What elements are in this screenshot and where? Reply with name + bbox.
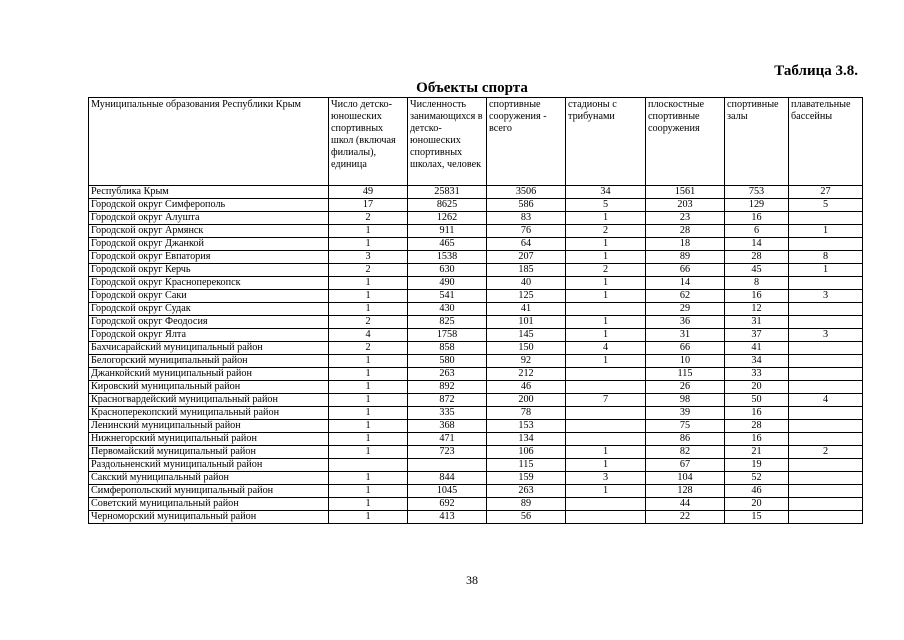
cell-students: 844: [408, 472, 487, 485]
cell-stadiums: [566, 498, 646, 511]
cell-facilities-total: 207: [487, 251, 566, 264]
table-row: [89, 238, 863, 251]
column-header-sport-halls: спортивные залы: [725, 98, 789, 186]
table-row: [89, 472, 863, 485]
cell-municipality: Городской округ Армянск: [89, 225, 329, 238]
header-row: [89, 98, 863, 186]
cell-pools: [789, 368, 863, 381]
cell-flat-facilities: 86: [646, 433, 725, 446]
cell-pools: 2: [789, 446, 863, 459]
cell-sport-schools: 1: [329, 238, 408, 251]
cell-students: 471: [408, 433, 487, 446]
cell-facilities-total: 78: [487, 407, 566, 420]
cell-students: 911: [408, 225, 487, 238]
cell-sport-halls: 16: [725, 433, 789, 446]
cell-sport-schools: 1: [329, 277, 408, 290]
cell-flat-facilities: 66: [646, 264, 725, 277]
table-row: [89, 407, 863, 420]
cell-sport-schools: 1: [329, 472, 408, 485]
cell-flat-facilities: 82: [646, 446, 725, 459]
cell-municipality: Советский муниципальный район: [89, 498, 329, 511]
cell-flat-facilities: 18: [646, 238, 725, 251]
table-row: [89, 446, 863, 459]
cell-sport-schools: 3: [329, 251, 408, 264]
cell-sport-halls: 20: [725, 498, 789, 511]
cell-pools: [789, 342, 863, 355]
table-title: Объекты спорта: [416, 80, 528, 96]
cell-students: 263: [408, 368, 487, 381]
cell-sport-schools: 1: [329, 420, 408, 433]
cell-facilities-total: 185: [487, 264, 566, 277]
cell-facilities-total: 106: [487, 446, 566, 459]
cell-sport-halls: 52: [725, 472, 789, 485]
cell-sport-schools: 1: [329, 225, 408, 238]
cell-stadiums: [566, 407, 646, 420]
cell-flat-facilities: 14: [646, 277, 725, 290]
table-row: [89, 186, 863, 199]
cell-pools: [789, 420, 863, 433]
cell-sport-halls: 28: [725, 420, 789, 433]
table-row: [89, 394, 863, 407]
cell-pools: 5: [789, 199, 863, 212]
cell-sport-schools: 2: [329, 212, 408, 225]
cell-pools: [789, 212, 863, 225]
cell-students: 465: [408, 238, 487, 251]
cell-sport-schools: 1: [329, 290, 408, 303]
cell-sport-halls: 16: [725, 407, 789, 420]
column-header-stadiums: стадионы с трибунами: [566, 98, 646, 186]
cell-sport-halls: 16: [725, 212, 789, 225]
cell-facilities-total: 64: [487, 238, 566, 251]
table-row: [89, 459, 863, 472]
cell-facilities-total: 3506: [487, 186, 566, 199]
cell-pools: [789, 511, 863, 524]
cell-facilities-total: 101: [487, 316, 566, 329]
table-row: [89, 381, 863, 394]
cell-facilities-total: 263: [487, 485, 566, 498]
cell-pools: 27: [789, 186, 863, 199]
table-row: [89, 433, 863, 446]
cell-stadiums: 4: [566, 342, 646, 355]
table-row: [89, 212, 863, 225]
cell-facilities-total: 83: [487, 212, 566, 225]
cell-sport-schools: 2: [329, 342, 408, 355]
cell-sport-halls: 31: [725, 316, 789, 329]
cell-facilities-total: 150: [487, 342, 566, 355]
cell-pools: 1: [789, 225, 863, 238]
cell-pools: [789, 485, 863, 498]
cell-students: 335: [408, 407, 487, 420]
cell-students: 541: [408, 290, 487, 303]
cell-flat-facilities: 22: [646, 511, 725, 524]
table-row: [89, 420, 863, 433]
cell-students: 892: [408, 381, 487, 394]
cell-flat-facilities: 203: [646, 199, 725, 212]
cell-pools: [789, 472, 863, 485]
cell-municipality: Городской округ Саки: [89, 290, 329, 303]
cell-sport-schools: 1: [329, 355, 408, 368]
cell-stadiums: 1: [566, 446, 646, 459]
cell-facilities-total: 115: [487, 459, 566, 472]
cell-stadiums: 1: [566, 238, 646, 251]
cell-municipality: Городской округ Алушта: [89, 212, 329, 225]
cell-sport-schools: 1: [329, 498, 408, 511]
cell-municipality: Городской округ Симферополь: [89, 199, 329, 212]
cell-flat-facilities: 28: [646, 225, 725, 238]
cell-students: 825: [408, 316, 487, 329]
table-row: [89, 303, 863, 316]
cell-facilities-total: 76: [487, 225, 566, 238]
cell-sport-halls: 6: [725, 225, 789, 238]
cell-municipality: Черноморский муниципальный район: [89, 511, 329, 524]
cell-students: 1538: [408, 251, 487, 264]
cell-stadiums: 1: [566, 251, 646, 264]
cell-sport-halls: 50: [725, 394, 789, 407]
cell-sport-halls: 28: [725, 251, 789, 264]
cell-sport-schools: 1: [329, 433, 408, 446]
table-row: [89, 251, 863, 264]
cell-pools: [789, 381, 863, 394]
cell-municipality: Симферопольский муниципальный район: [89, 485, 329, 498]
cell-sport-schools: 1: [329, 381, 408, 394]
cell-flat-facilities: 67: [646, 459, 725, 472]
cell-sport-schools: 1: [329, 394, 408, 407]
cell-sport-schools: 4: [329, 329, 408, 342]
cell-sport-schools: 2: [329, 316, 408, 329]
cell-facilities-total: 56: [487, 511, 566, 524]
column-header-municipality: Муниципальные образования Республики Крым: [89, 98, 329, 186]
table-row: [89, 355, 863, 368]
cell-municipality: Республика Крым: [89, 186, 329, 199]
cell-pools: [789, 433, 863, 446]
cell-stadiums: 2: [566, 264, 646, 277]
cell-stadiums: 1: [566, 290, 646, 303]
cell-municipality: Городской округ Керчь: [89, 264, 329, 277]
cell-stadiums: 5: [566, 199, 646, 212]
cell-stadiums: 1: [566, 459, 646, 472]
cell-stadiums: 1: [566, 485, 646, 498]
cell-stadiums: 7: [566, 394, 646, 407]
cell-students: 692: [408, 498, 487, 511]
cell-sport-halls: 16: [725, 290, 789, 303]
cell-pools: 3: [789, 329, 863, 342]
table-row: [89, 368, 863, 381]
cell-sport-schools: 1: [329, 485, 408, 498]
table-number-label: Таблица 3.8.: [774, 63, 858, 79]
cell-facilities-total: 212: [487, 368, 566, 381]
cell-pools: 4: [789, 394, 863, 407]
cell-municipality: Городской округ Судак: [89, 303, 329, 316]
cell-municipality: Красноперекопский муниципальный район: [89, 407, 329, 420]
cell-stadiums: [566, 420, 646, 433]
column-header-students: Численность занимающихся в детско-юношеских спортивных школах, человек: [408, 98, 487, 186]
cell-municipality: Городской округ Феодосия: [89, 316, 329, 329]
cell-pools: [789, 316, 863, 329]
cell-pools: [789, 277, 863, 290]
cell-students: 1262: [408, 212, 487, 225]
table-row: [89, 225, 863, 238]
cell-sport-schools: 1: [329, 368, 408, 381]
cell-students: 25831: [408, 186, 487, 199]
cell-stadiums: 1: [566, 212, 646, 225]
table-body: [89, 186, 863, 524]
cell-stadiums: 3: [566, 472, 646, 485]
cell-pools: [789, 498, 863, 511]
table-row: [89, 511, 863, 524]
cell-municipality: Джанкойский муниципальный район: [89, 368, 329, 381]
cell-sport-schools: 17: [329, 199, 408, 212]
cell-students: 8625: [408, 199, 487, 212]
cell-students: 1045: [408, 485, 487, 498]
cell-sport-halls: 37: [725, 329, 789, 342]
cell-municipality: Раздольненский муниципальный район: [89, 459, 329, 472]
table-row: [89, 316, 863, 329]
cell-sport-halls: 21: [725, 446, 789, 459]
cell-students: 413: [408, 511, 487, 524]
cell-municipality: Первомайский муниципальный район: [89, 446, 329, 459]
cell-pools: [789, 303, 863, 316]
cell-sport-halls: 14: [725, 238, 789, 251]
table-row: [89, 277, 863, 290]
cell-pools: [789, 407, 863, 420]
cell-flat-facilities: 26: [646, 381, 725, 394]
cell-facilities-total: 46: [487, 381, 566, 394]
cell-municipality: Сакский муниципальный район: [89, 472, 329, 485]
cell-pools: 1: [789, 264, 863, 277]
cell-stadiums: [566, 368, 646, 381]
cell-municipality: Белогорский муниципальный район: [89, 355, 329, 368]
cell-stadiums: 1: [566, 355, 646, 368]
cell-pools: [789, 459, 863, 472]
cell-sport-schools: 1: [329, 446, 408, 459]
cell-students: 368: [408, 420, 487, 433]
table-row: [89, 290, 863, 303]
cell-sport-halls: 34: [725, 355, 789, 368]
cell-sport-halls: 19: [725, 459, 789, 472]
cell-facilities-total: 125: [487, 290, 566, 303]
cell-students: 1758: [408, 329, 487, 342]
cell-flat-facilities: 98: [646, 394, 725, 407]
table-row: [89, 498, 863, 511]
cell-facilities-total: 40: [487, 277, 566, 290]
table-row: [89, 342, 863, 355]
cell-facilities-total: 145: [487, 329, 566, 342]
cell-municipality: Городской округ Красноперекопск: [89, 277, 329, 290]
cell-pools: [789, 238, 863, 251]
cell-municipality: Нижнегорский муниципальный район: [89, 433, 329, 446]
cell-flat-facilities: 1561: [646, 186, 725, 199]
cell-students: 872: [408, 394, 487, 407]
cell-sport-schools: 1: [329, 407, 408, 420]
cell-sport-schools: [329, 459, 408, 472]
table-row: [89, 485, 863, 498]
cell-facilities-total: 89: [487, 498, 566, 511]
cell-flat-facilities: 39: [646, 407, 725, 420]
cell-pools: 8: [789, 251, 863, 264]
cell-sport-schools: 1: [329, 511, 408, 524]
column-header-sport-schools: Число детско-юношеских спортивных школ (включая филиалы), единица: [329, 98, 408, 186]
cell-students: 490: [408, 277, 487, 290]
cell-flat-facilities: 23: [646, 212, 725, 225]
cell-stadiums: 34: [566, 186, 646, 199]
cell-stadiums: [566, 433, 646, 446]
table-row: [89, 199, 863, 212]
cell-sport-halls: 41: [725, 342, 789, 355]
table-row: [89, 329, 863, 342]
cell-flat-facilities: 75: [646, 420, 725, 433]
cell-flat-facilities: 128: [646, 485, 725, 498]
cell-municipality: Городской округ Ялта: [89, 329, 329, 342]
cell-sport-halls: 45: [725, 264, 789, 277]
cell-facilities-total: 586: [487, 199, 566, 212]
cell-flat-facilities: 29: [646, 303, 725, 316]
cell-sport-halls: 46: [725, 485, 789, 498]
cell-students: 430: [408, 303, 487, 316]
cell-stadiums: [566, 511, 646, 524]
cell-facilities-total: 153: [487, 420, 566, 433]
column-header-facilities-total: спортивные сооружения - всего: [487, 98, 566, 186]
cell-flat-facilities: 36: [646, 316, 725, 329]
column-header-pools: плавательные бассейны: [789, 98, 863, 186]
cell-pools: 3: [789, 290, 863, 303]
cell-municipality: Ленинский муниципальный район: [89, 420, 329, 433]
cell-students: 630: [408, 264, 487, 277]
cell-stadiums: 2: [566, 225, 646, 238]
cell-sport-halls: 15: [725, 511, 789, 524]
cell-sport-schools: 49: [329, 186, 408, 199]
cell-municipality: Городской округ Евпатория: [89, 251, 329, 264]
cell-municipality: Красногвардейский муниципальный район: [89, 394, 329, 407]
cell-flat-facilities: 115: [646, 368, 725, 381]
cell-stadiums: [566, 381, 646, 394]
cell-pools: [789, 355, 863, 368]
cell-students: 723: [408, 446, 487, 459]
column-header-flat-facilities: плоскостные спортивные сооружения: [646, 98, 725, 186]
cell-facilities-total: 92: [487, 355, 566, 368]
cell-facilities-total: 41: [487, 303, 566, 316]
cell-flat-facilities: 89: [646, 251, 725, 264]
cell-stadiums: 1: [566, 316, 646, 329]
cell-sport-halls: 12: [725, 303, 789, 316]
cell-sport-halls: 8: [725, 277, 789, 290]
table-row: [89, 264, 863, 277]
cell-students: 858: [408, 342, 487, 355]
cell-flat-facilities: 10: [646, 355, 725, 368]
cell-municipality: Бахчисарайский муниципальный район: [89, 342, 329, 355]
cell-sport-halls: 33: [725, 368, 789, 381]
cell-stadiums: [566, 303, 646, 316]
cell-flat-facilities: 44: [646, 498, 725, 511]
cell-facilities-total: 159: [487, 472, 566, 485]
cell-stadiums: 1: [566, 277, 646, 290]
page-number: 38: [466, 573, 478, 587]
cell-students: [408, 459, 487, 472]
cell-facilities-total: 200: [487, 394, 566, 407]
cell-students: 580: [408, 355, 487, 368]
cell-sport-halls: 20: [725, 381, 789, 394]
cell-sport-halls: 129: [725, 199, 789, 212]
cell-facilities-total: 134: [487, 433, 566, 446]
cell-municipality: Городской округ Джанкой: [89, 238, 329, 251]
cell-flat-facilities: 31: [646, 329, 725, 342]
cell-flat-facilities: 62: [646, 290, 725, 303]
cell-stadiums: 1: [566, 329, 646, 342]
cell-flat-facilities: 104: [646, 472, 725, 485]
cell-sport-schools: 2: [329, 264, 408, 277]
cell-sport-halls: 753: [725, 186, 789, 199]
cell-municipality: Кировский муниципальный район: [89, 381, 329, 394]
cell-sport-schools: 1: [329, 303, 408, 316]
sport-objects-table: [88, 97, 863, 524]
cell-flat-facilities: 66: [646, 342, 725, 355]
